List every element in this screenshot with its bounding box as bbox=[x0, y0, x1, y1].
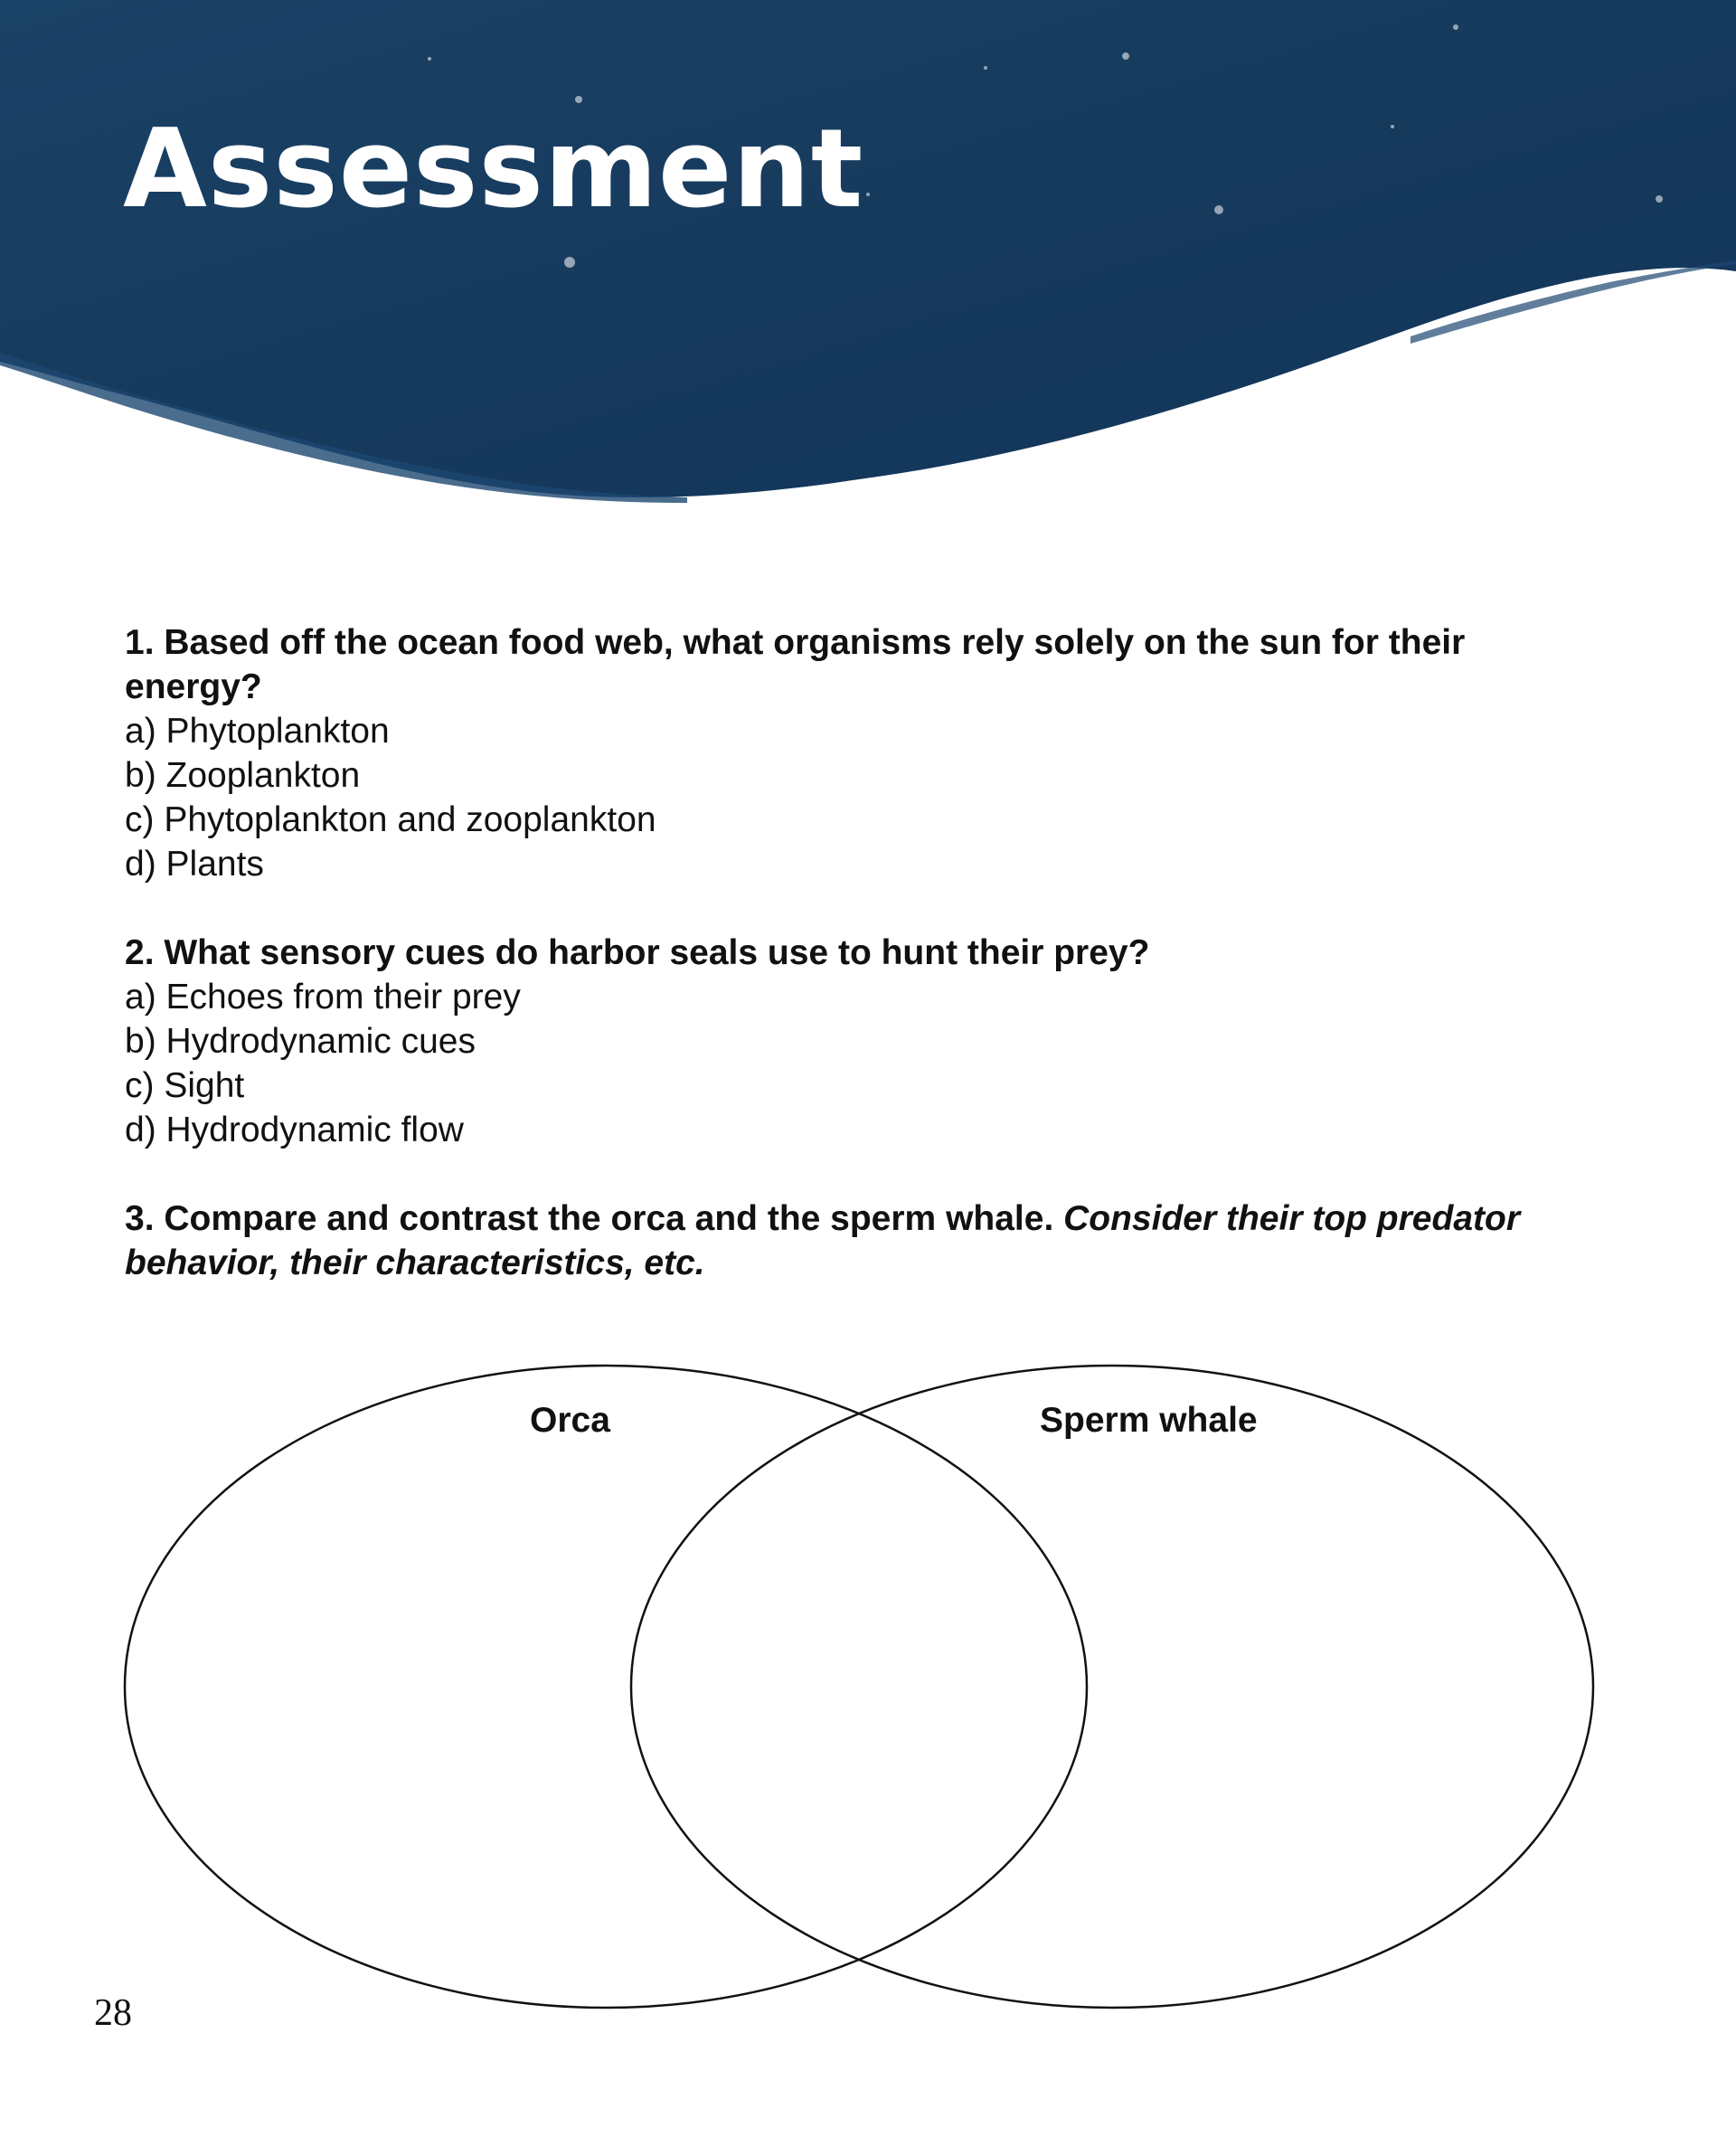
venn-right-label: Sperm whale bbox=[1040, 1401, 1258, 1440]
question-emphasis: Consider their top predator behavior, their characteristics, etc. bbox=[125, 1199, 1520, 1282]
question-2 bbox=[125, 931, 1535, 1152]
answer-option: b) Hydrodynamic cues bbox=[125, 1022, 476, 1061]
answer-option: c) Phytoplankton and zooplankton bbox=[125, 800, 656, 839]
answer-option: a) Echoes from their prey bbox=[125, 978, 521, 1016]
question-text bbox=[125, 1196, 1535, 1285]
venn-left-circle[interactable] bbox=[125, 1366, 1087, 2008]
answer-option: a) Phytoplankton bbox=[125, 712, 390, 751]
questions-list bbox=[125, 620, 1535, 1329]
answer-option: d) Hydrodynamic flow bbox=[125, 1111, 464, 1149]
question-text: 2. What sensory cues do harbor seals use to hunt their prey? bbox=[125, 933, 1150, 972]
page-number: 28 bbox=[94, 1992, 132, 2034]
page-title: Assessment bbox=[123, 107, 864, 232]
answer-option: b) Zooplankton bbox=[125, 756, 361, 795]
brush-stroke-background bbox=[0, 0, 1736, 543]
answer-option: d) Plants bbox=[125, 845, 264, 884]
header-banner bbox=[0, 0, 1736, 543]
question-1 bbox=[125, 620, 1535, 886]
venn-right-circle[interactable] bbox=[631, 1366, 1593, 2008]
question-text: 1. Based off the ocean food web, what organisms rely solely on the sun for their energy? bbox=[125, 623, 1466, 706]
answer-option: c) Sight bbox=[125, 1066, 245, 1105]
question-prompt: 3. Compare and contrast the orca and the sperm whale. bbox=[125, 1199, 1054, 1238]
question-3 bbox=[125, 1196, 1535, 1285]
venn-diagram bbox=[118, 1357, 1600, 2017]
venn-left-label: Orca bbox=[530, 1401, 610, 1440]
venn-circles bbox=[118, 1357, 1600, 2017]
